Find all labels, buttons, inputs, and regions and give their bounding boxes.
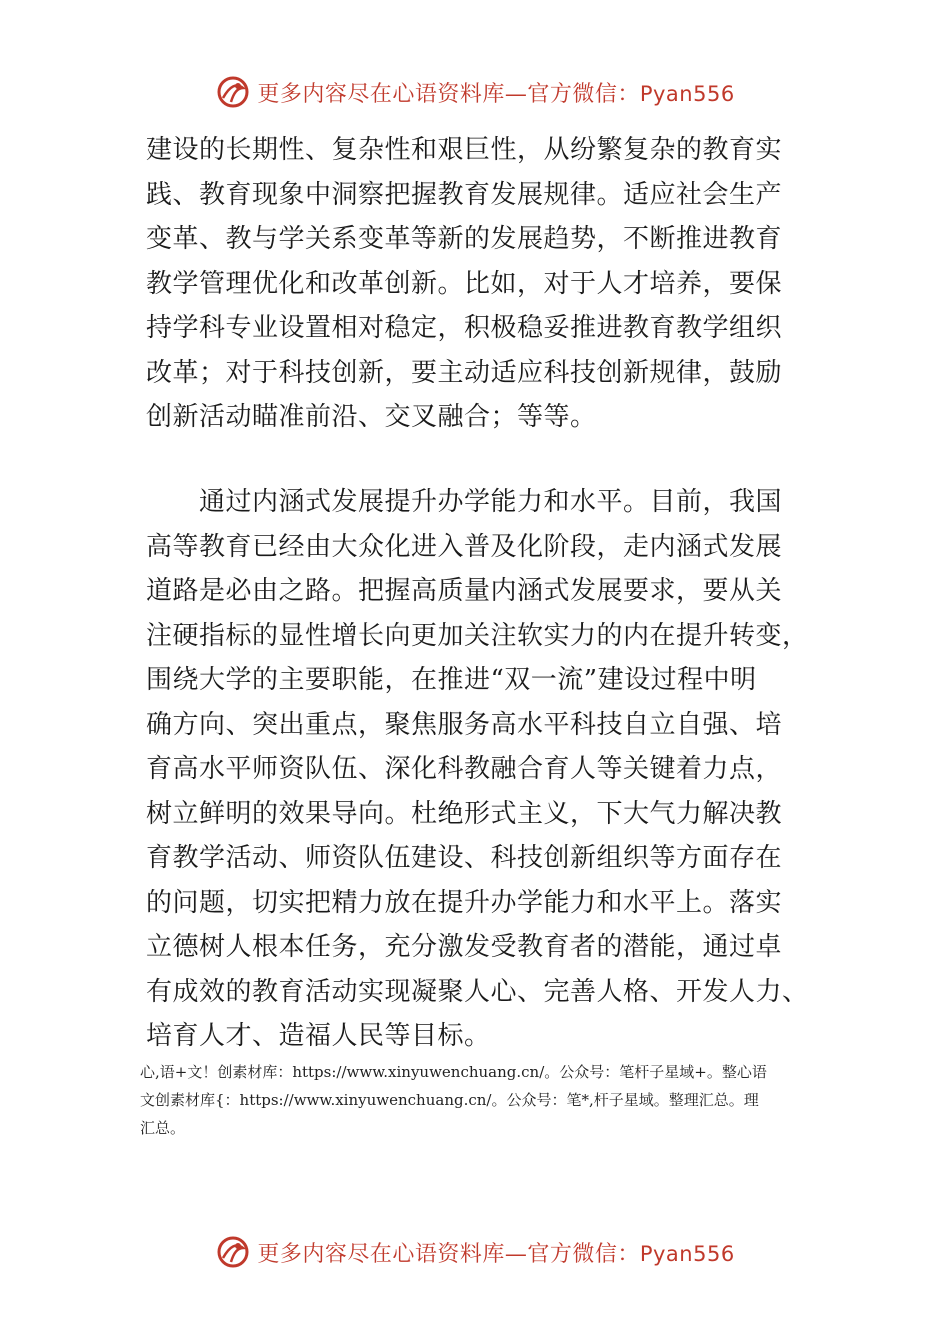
paragraph-line: 育高水平师资队伍、深化科教融合育人等关键着力点， [146,754,783,784]
paragraph-line: 有成效的教育活动实现凝聚人心、完善人格、开发人力、 [146,976,809,1007]
paragraph-line: 育教学活动、师资队伍建设、科技创新组织等方面存在 [146,843,783,873]
footnote-line: 文创素材库{：https://www.xinyuwenchuang.cn/。公众号：笔*,杆子星域。整理汇总。理 [140,1091,759,1109]
paragraph-line: 注硬指标的显性增长向更加关注软实力的内在提升转变， [146,620,809,651]
paragraph-line: 培育人才、造福人民等目标。 [146,1021,491,1051]
paragraph-line: 围绕大学的主要职能，在推进“双一流”建设过程中明 [146,665,757,695]
paragraph-line: 的问题，切实把精力放在提升办学能力和水平上。落实 [146,887,783,918]
header-wechat-id: Pyan556 [639,81,735,106]
paragraph-line: 树立鲜明的效果导向。杜绝形式主义，下大气力解决教 [146,798,783,829]
paragraph-line: 确方向、突出重点，聚焦服务高水平科技自立自强、培 [146,709,783,740]
footnote-line: 心,语+文！创素材库：https://www.xinyuwenchuang.cn/。公众号：笔杆子星域+。整心语 [140,1063,767,1081]
paragraph-line: 高等教育已经由大众化进入普及化阶段，走内涵式发展 [146,531,783,562]
paragraph-line: 践、教育现象中洞察把握教育发展规律。适应社会生产 [146,179,783,210]
swirl-logo-icon [215,1234,251,1270]
paragraph-line: 建设的长期性、复杂性和艰巨性，从纷繁复杂的教育实 [146,135,783,165]
paragraph-line: 道路是必由之路。把握高质量内涵式发展要求，要从关 [146,576,783,606]
source-footnote [140,1058,840,1142]
paragraph-line: 持学科专业设置相对稳定，积极稳妥推进教育教学组织 [146,313,783,343]
footnote-line: 汇总。 [140,1119,186,1137]
paragraph-line: 改革；对于科技创新，要主动适应科技创新规律，鼓励 [146,357,783,388]
paragraph-2 [146,480,816,1059]
paragraph-line: 创新活动瞄准前沿、交叉融合；等等。 [146,402,597,432]
paragraph-1 [146,128,816,440]
paragraph-line: 立德树人根本任务，充分激发受教育者的潜能，通过卓 [146,932,783,962]
paragraph-line: 变革、教与学关系变革等新的发展趋势，不断推进教育 [146,224,783,254]
header-banner-text: 更多内容尽在心语资料库—官方微信：Pyan556 [257,81,735,107]
footer-wechat-id: Pyan556 [639,1241,735,1266]
footer-banner-text: 更多内容尽在心语资料库—官方微信：Pyan556 [257,1241,735,1267]
paragraph-line: 通过内涵式发展提升办学能力和水平。目前，我国 [146,487,783,517]
header-banner [0,70,950,114]
footer-banner [0,1230,950,1274]
swirl-logo-icon [215,74,251,110]
paragraph-line: 教学管理优化和改革创新。比如，对于人才培养，要保 [146,268,783,299]
